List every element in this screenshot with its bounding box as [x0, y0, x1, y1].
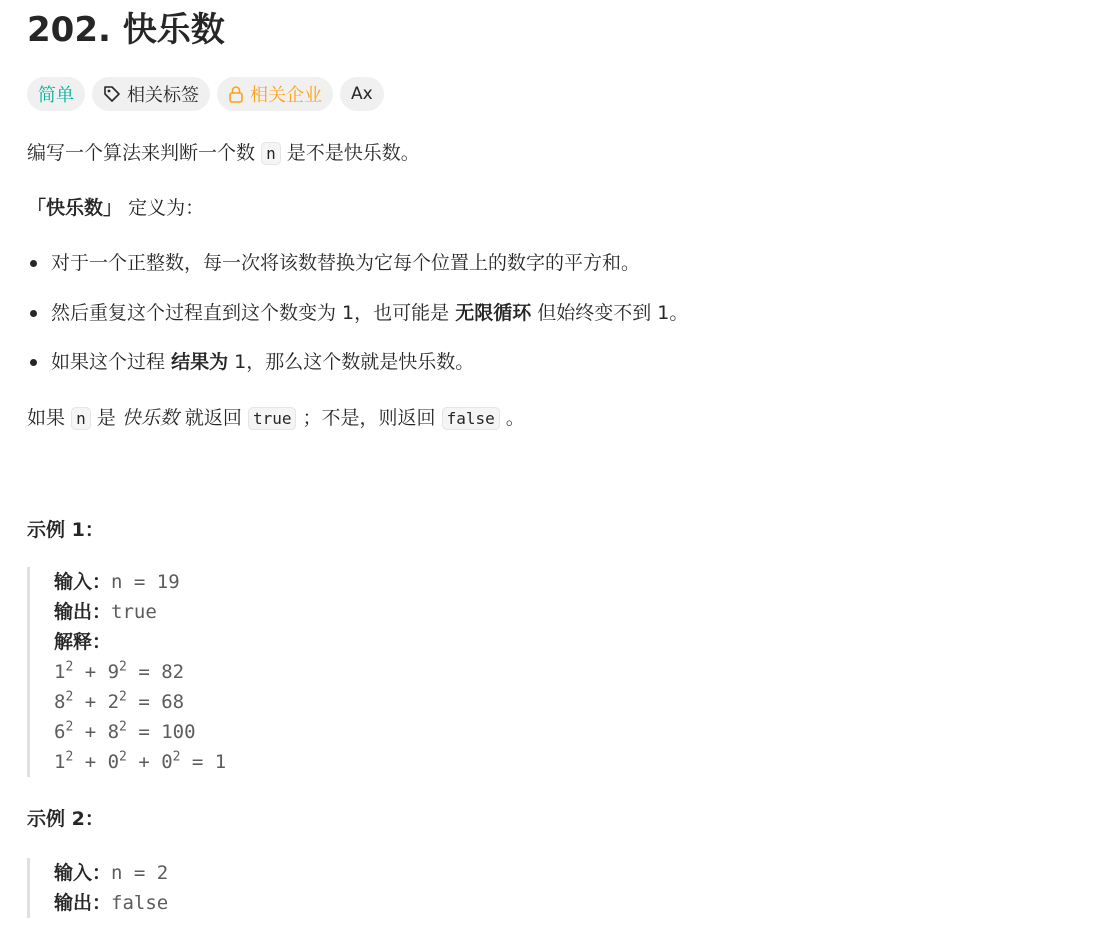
output-label: 输出：: [54, 892, 112, 914]
example-2-title: 示例 2：: [27, 808, 104, 830]
return-text: 是: [96, 407, 116, 429]
definition-text: 定义为：: [128, 197, 205, 219]
explain-line: $6^2 + 8^2 = 100$: [54, 719, 196, 743]
return-description: [27, 404, 525, 433]
translate-icon: Ax: [351, 84, 373, 104]
list-item: [27, 299, 688, 327]
problem-title: 202. 快乐数: [27, 10, 225, 50]
lock-icon: [228, 85, 244, 103]
bullet-bold: 无限循环: [455, 302, 532, 324]
bullet-bold: 结果为: [171, 351, 229, 373]
related-companies-button[interactable]: [217, 77, 333, 111]
bullet-text: 然后重复这个过程直到这个数变为 1，也可能是: [51, 302, 450, 324]
intro-text: 编写一个算法来判断一个数: [27, 142, 256, 164]
bullet-dot: [30, 359, 37, 366]
translate-button[interactable]: [340, 77, 384, 111]
output-value: true: [111, 601, 157, 623]
definition-term: 「快乐数」: [27, 197, 123, 219]
explain-line: $1^2 + 0^2 + 0^2 = 1$: [54, 749, 227, 773]
output-value: false: [111, 892, 169, 914]
return-text: 如果: [27, 407, 66, 429]
related-companies-label: 相关企业: [250, 85, 322, 106]
code-n: n: [71, 407, 91, 430]
explain-line: $1^2 + 9^2 = 82$: [54, 659, 185, 683]
input-label: 输入：: [54, 571, 112, 593]
input-value: n = 19: [111, 571, 180, 593]
bullet-dot: [30, 310, 37, 317]
bullet-text: 但始终变不到 1。: [537, 302, 689, 324]
return-italic: 快乐数: [121, 407, 179, 429]
tag-icon: [103, 85, 121, 103]
list-item: [27, 249, 640, 277]
definition-line: [27, 194, 204, 222]
code-true: true: [248, 407, 297, 430]
return-text: 就返回: [184, 407, 242, 429]
return-text: 。: [505, 407, 525, 429]
bullet-text: 对于一个正整数，每一次将该数替换为它每个位置上的数字的平方和。: [51, 252, 641, 274]
input-value: n = 2: [111, 862, 169, 884]
bullet-dot: [30, 260, 37, 267]
code-false: false: [442, 407, 500, 430]
list-item: [27, 348, 474, 376]
intro-suffix: 是不是快乐数。: [286, 142, 420, 164]
explain-label: 解释：: [54, 631, 112, 653]
example-1-title: 示例 1：: [27, 519, 104, 541]
code-n: n: [261, 142, 281, 165]
output-label: 输出：: [54, 601, 112, 623]
tag-bar: [27, 77, 384, 111]
description-intro: [27, 139, 420, 168]
related-tags-label: 相关标签: [127, 85, 199, 106]
bullet-text: 如果这个过程: [51, 351, 166, 373]
example-1-block: [27, 567, 226, 777]
input-label: 输入：: [54, 862, 112, 884]
related-tags-button[interactable]: [92, 77, 210, 111]
explain-line: $8^2 + 2^2 = 68$: [54, 689, 185, 713]
example-2-block: [27, 858, 168, 918]
bullet-text: 1，那么这个数就是快乐数。: [234, 351, 475, 373]
return-text: ；不是，则返回: [302, 407, 436, 429]
difficulty-badge[interactable]: 简单: [27, 77, 85, 111]
